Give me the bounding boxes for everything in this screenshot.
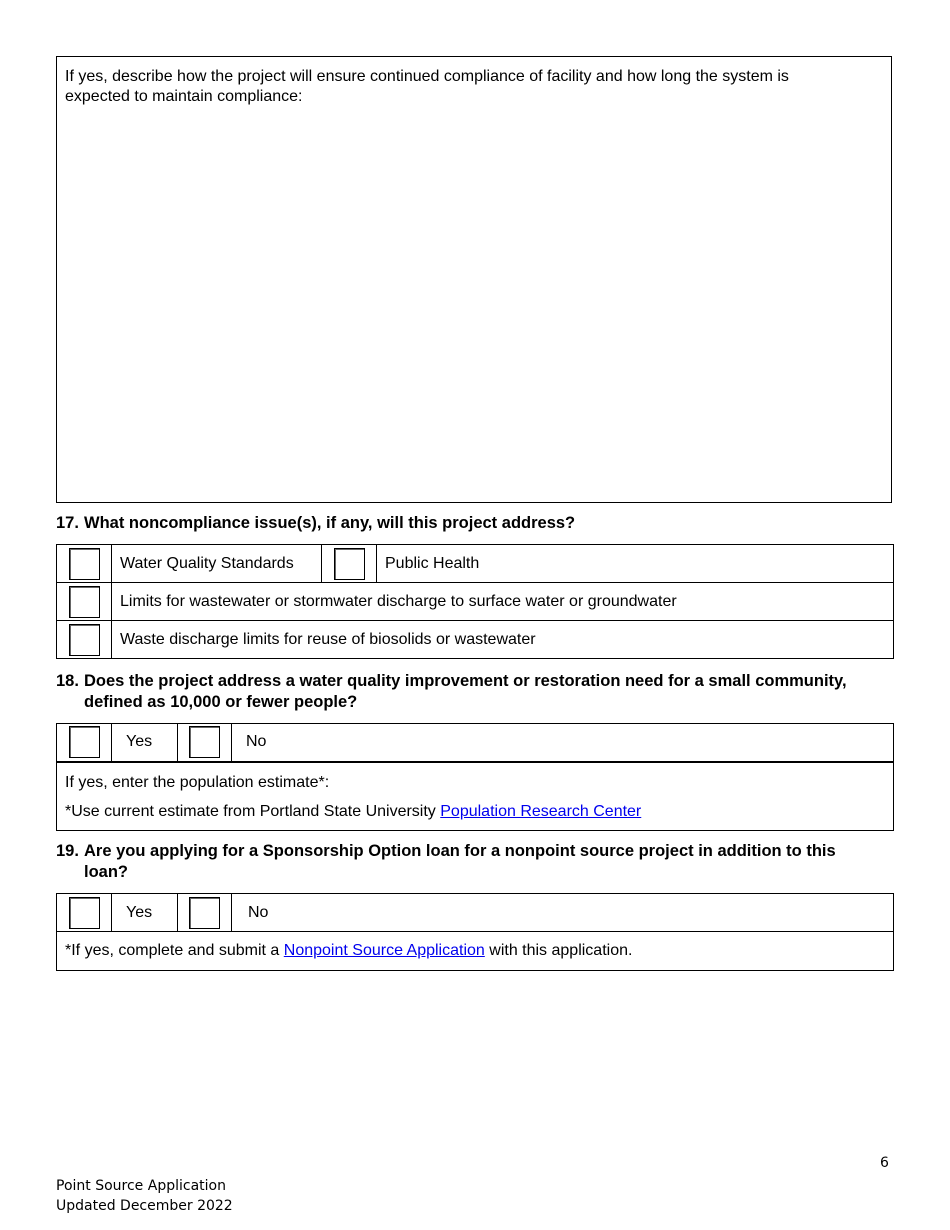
- nonpoint-source-note: [57, 932, 894, 971]
- q19-no-checkbox[interactable]: [189, 897, 220, 929]
- compliance-description-field[interactable]: [56, 56, 892, 503]
- q18-yes-label: Yes: [112, 724, 178, 762]
- population-estimate-prompt: If yes, enter the population estimate*:: [65, 774, 330, 792]
- footer-updated-date: Updated December 2022: [56, 1198, 233, 1214]
- nonpoint-source-application-link[interactable]: Nonpoint Source Application: [283, 942, 485, 959]
- question-17-number: 17.: [56, 514, 79, 532]
- question-19-text-line2: loan?: [84, 863, 128, 881]
- question-17-text: What noncompliance issue(s), if any, will this project address?: [84, 514, 576, 532]
- water-quality-standards-label: Water Quality Standards: [112, 545, 322, 583]
- table-row: [57, 894, 894, 932]
- question-18-answer-table: [56, 723, 894, 831]
- question-17-options-table: [56, 544, 894, 659]
- table-row: [57, 621, 894, 659]
- q18-no-checkbox[interactable]: [189, 726, 220, 758]
- footer: [56, 1176, 233, 1216]
- waste-discharge-checkbox[interactable]: [69, 624, 100, 656]
- question-19: [56, 841, 896, 883]
- question-19-text-line1: Are you applying for a Sponsorship Option loan for a nonpoint source project in addition to this: [84, 842, 836, 860]
- q18-no-label: No: [232, 724, 894, 762]
- table-row: [57, 545, 894, 583]
- question-18-number: 18.: [56, 672, 79, 690]
- limits-discharge-checkbox[interactable]: [69, 586, 100, 618]
- water-quality-standards-checkbox[interactable]: [69, 548, 100, 580]
- question-17: [56, 513, 896, 534]
- question-18: [56, 671, 896, 713]
- footer-doc-title: Point Source Application: [56, 1178, 226, 1194]
- table-row: [57, 583, 894, 621]
- population-estimate-field[interactable]: [57, 762, 894, 831]
- public-health-checkbox[interactable]: [334, 548, 365, 580]
- compliance-description-prompt: If yes, describe how the project will ensure continued compliance of facility and how long the system is expected to maintain compliance:: [65, 68, 789, 105]
- nonpoint-note-suffix: with this application.: [484, 942, 633, 959]
- public-health-label: Public Health: [377, 545, 894, 583]
- waste-discharge-label: Waste discharge limits for reuse of biosolids or wastewater: [112, 621, 894, 659]
- question-18-text-line2: defined as 10,000 or fewer people?: [84, 693, 358, 711]
- q18-yes-checkbox[interactable]: [69, 726, 100, 758]
- population-research-center-link[interactable]: Population Research Center: [440, 803, 642, 821]
- nonpoint-note-prefix: *If yes, complete and submit a: [65, 942, 284, 959]
- question-18-text-line1: Does the project address a water quality improvement or restoration need for a small community,: [84, 672, 847, 690]
- q19-yes-label: Yes: [112, 894, 178, 932]
- table-row: [57, 932, 894, 971]
- table-row: [57, 762, 894, 831]
- page-number: 6: [880, 1155, 889, 1171]
- q19-no-label: No: [232, 894, 894, 932]
- q19-yes-checkbox[interactable]: [69, 897, 100, 929]
- population-note-text: *Use current estimate from Portland State University: [65, 803, 441, 821]
- population-estimate-note: [65, 797, 885, 826]
- question-19-number: 19.: [56, 842, 79, 860]
- limits-discharge-label: Limits for wastewater or stormwater discharge to surface water or groundwater: [112, 583, 894, 621]
- question-19-answer-table: [56, 893, 894, 971]
- table-row: [57, 724, 894, 762]
